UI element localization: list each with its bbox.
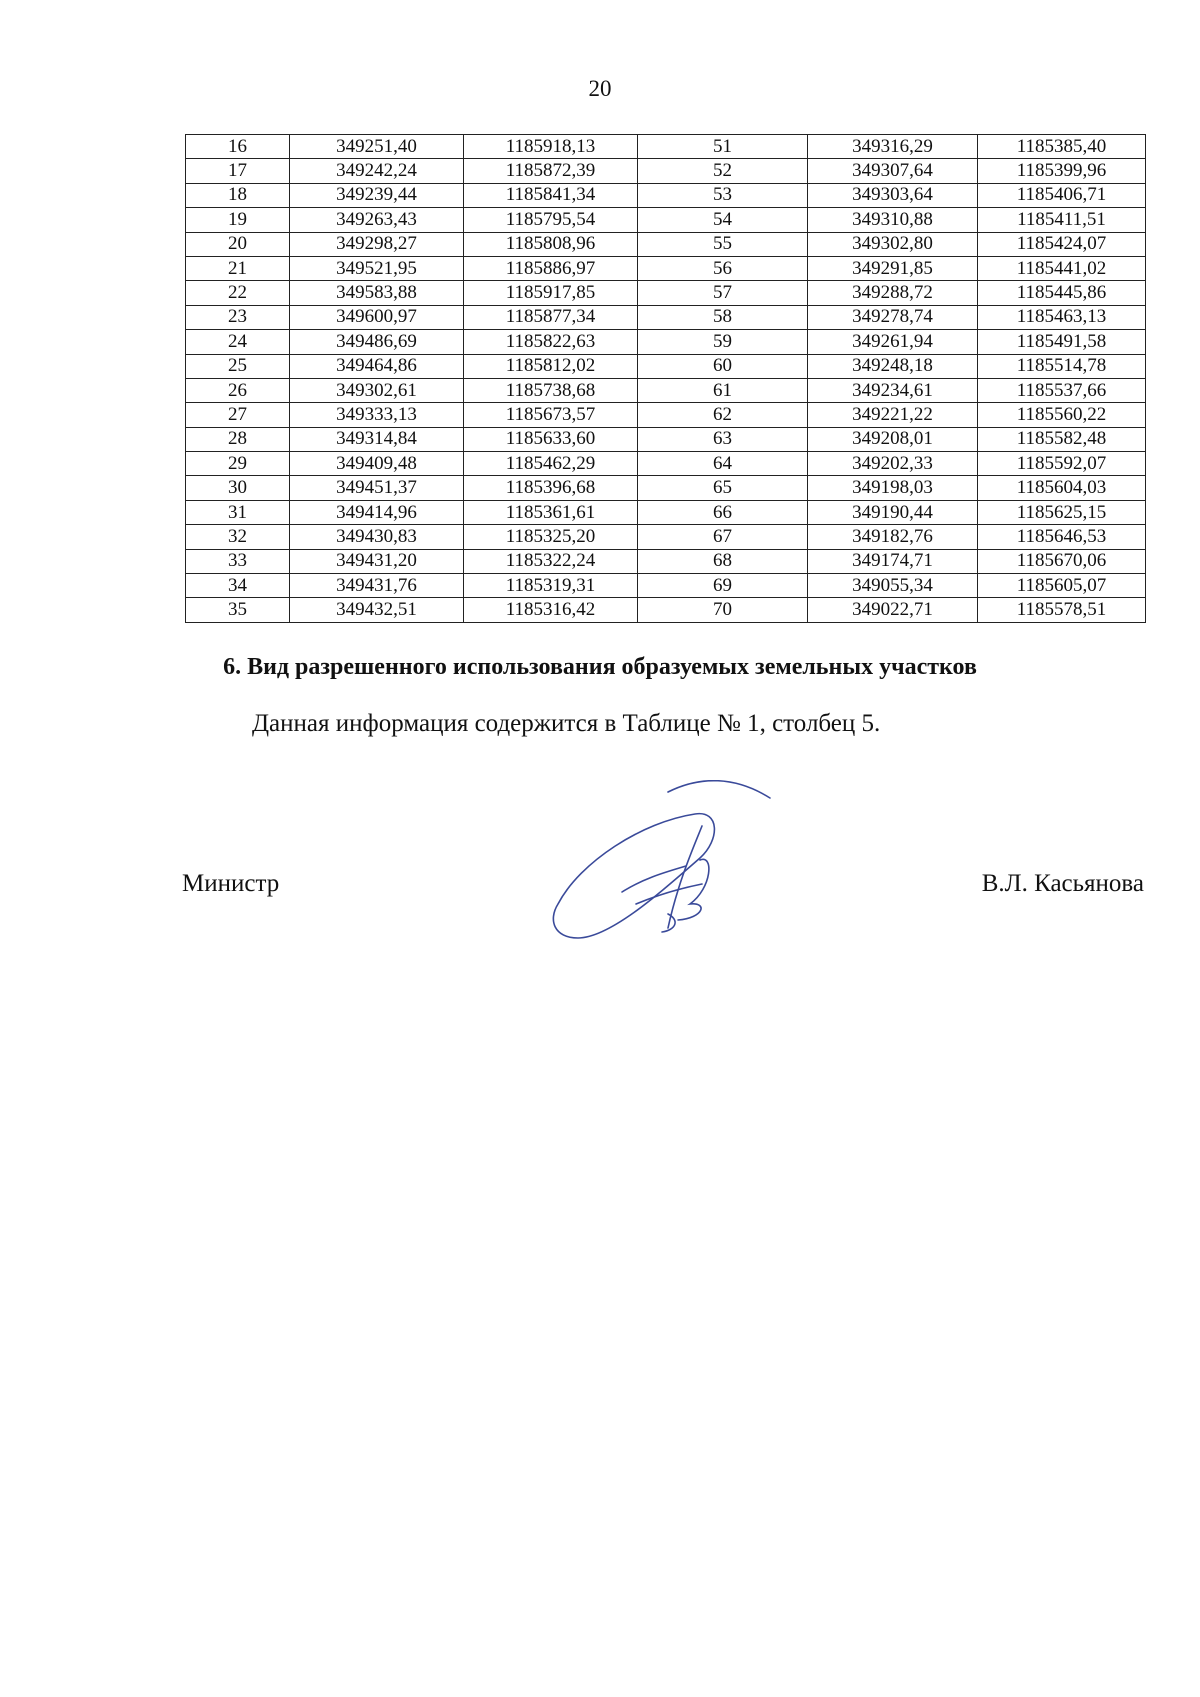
table-cell: 1185462,29 bbox=[464, 452, 638, 476]
table-row bbox=[186, 354, 1146, 378]
table-cell: 1185822,63 bbox=[464, 330, 638, 354]
table-cell: 349521,95 bbox=[290, 256, 464, 280]
table-cell: 1185560,22 bbox=[978, 403, 1146, 427]
table-cell: 20 bbox=[186, 232, 290, 256]
table-cell: 349302,80 bbox=[808, 232, 978, 256]
signature-icon bbox=[550, 780, 780, 960]
table-cell: 19 bbox=[186, 208, 290, 232]
table-cell: 1185399,96 bbox=[978, 159, 1146, 183]
table-cell: 1185812,02 bbox=[464, 354, 638, 378]
table-cell: 70 bbox=[638, 598, 808, 622]
table-cell: 1185738,68 bbox=[464, 378, 638, 402]
table-cell: 52 bbox=[638, 159, 808, 183]
table-cell: 1185673,57 bbox=[464, 403, 638, 427]
table-row bbox=[186, 256, 1146, 280]
table-row bbox=[186, 281, 1146, 305]
table-row bbox=[186, 330, 1146, 354]
table-cell: 21 bbox=[186, 256, 290, 280]
table-cell: 349198,03 bbox=[808, 476, 978, 500]
table-cell: 1185872,39 bbox=[464, 159, 638, 183]
table-cell: 58 bbox=[638, 305, 808, 329]
table-cell: 53 bbox=[638, 183, 808, 207]
table-cell: 349263,43 bbox=[290, 208, 464, 232]
table-row bbox=[186, 549, 1146, 573]
table-cell: 349208,01 bbox=[808, 427, 978, 451]
table-cell: 1185670,06 bbox=[978, 549, 1146, 573]
table-cell: 60 bbox=[638, 354, 808, 378]
table-cell: 22 bbox=[186, 281, 290, 305]
table-cell: 1185424,07 bbox=[978, 232, 1146, 256]
table-cell: 349022,71 bbox=[808, 598, 978, 622]
table-cell: 1185491,58 bbox=[978, 330, 1146, 354]
table-cell: 349251,40 bbox=[290, 135, 464, 159]
signatory-name: В.Л. Касьянова bbox=[981, 870, 1144, 897]
table-cell: 30 bbox=[186, 476, 290, 500]
table-cell: 33 bbox=[186, 549, 290, 573]
table-cell: 349302,61 bbox=[290, 378, 464, 402]
table-cell: 1185445,86 bbox=[978, 281, 1146, 305]
table-cell: 349242,24 bbox=[290, 159, 464, 183]
table-row bbox=[186, 378, 1146, 402]
table-row bbox=[186, 452, 1146, 476]
table-cell: 27 bbox=[186, 403, 290, 427]
table-cell: 349278,74 bbox=[808, 305, 978, 329]
table-cell: 349055,34 bbox=[808, 574, 978, 598]
table-cell: 1185877,34 bbox=[464, 305, 638, 329]
table-cell: 1185406,71 bbox=[978, 183, 1146, 207]
table-cell: 51 bbox=[638, 135, 808, 159]
table-cell: 1185917,85 bbox=[464, 281, 638, 305]
table-row bbox=[186, 500, 1146, 524]
table-cell: 25 bbox=[186, 354, 290, 378]
table-row bbox=[186, 183, 1146, 207]
table-cell: 1185316,42 bbox=[464, 598, 638, 622]
table-row bbox=[186, 159, 1146, 183]
table-cell: 349307,64 bbox=[808, 159, 978, 183]
table-row bbox=[186, 232, 1146, 256]
table-cell: 1185578,51 bbox=[978, 598, 1146, 622]
table-cell: 349202,33 bbox=[808, 452, 978, 476]
table-row bbox=[186, 208, 1146, 232]
table-cell: 1185325,20 bbox=[464, 525, 638, 549]
table-cell: 28 bbox=[186, 427, 290, 451]
table-cell: 349316,29 bbox=[808, 135, 978, 159]
table-cell: 34 bbox=[186, 574, 290, 598]
table-cell: 349261,94 bbox=[808, 330, 978, 354]
table-cell: 1185411,51 bbox=[978, 208, 1146, 232]
table-row bbox=[186, 525, 1146, 549]
table-cell: 1185514,78 bbox=[978, 354, 1146, 378]
table-cell: 16 bbox=[186, 135, 290, 159]
table-cell: 35 bbox=[186, 598, 290, 622]
table-cell: 1185322,24 bbox=[464, 549, 638, 573]
table-cell: 1185385,40 bbox=[978, 135, 1146, 159]
table-cell: 349486,69 bbox=[290, 330, 464, 354]
table-cell: 59 bbox=[638, 330, 808, 354]
table-cell: 1185396,68 bbox=[464, 476, 638, 500]
table-cell: 68 bbox=[638, 549, 808, 573]
table-cell: 54 bbox=[638, 208, 808, 232]
table-cell: 61 bbox=[638, 378, 808, 402]
table-cell: 349190,44 bbox=[808, 500, 978, 524]
table-cell: 349291,85 bbox=[808, 256, 978, 280]
table-cell: 349409,48 bbox=[290, 452, 464, 476]
table-cell: 349303,64 bbox=[808, 183, 978, 207]
table-cell: 349248,18 bbox=[808, 354, 978, 378]
table-cell: 349298,27 bbox=[290, 232, 464, 256]
table-cell: 1185319,31 bbox=[464, 574, 638, 598]
table-cell: 65 bbox=[638, 476, 808, 500]
table-row bbox=[186, 574, 1146, 598]
table-cell: 1185841,34 bbox=[464, 183, 638, 207]
table-cell: 17 bbox=[186, 159, 290, 183]
table-row bbox=[186, 403, 1146, 427]
table-cell: 349451,37 bbox=[290, 476, 464, 500]
table-cell: 349333,13 bbox=[290, 403, 464, 427]
table-cell: 1185582,48 bbox=[978, 427, 1146, 451]
table-cell: 1185604,03 bbox=[978, 476, 1146, 500]
table-cell: 349414,96 bbox=[290, 500, 464, 524]
table-cell: 349430,83 bbox=[290, 525, 464, 549]
table-cell: 349234,61 bbox=[808, 378, 978, 402]
coordinates-table-body bbox=[186, 135, 1146, 623]
table-cell: 18 bbox=[186, 183, 290, 207]
table-cell: 349464,86 bbox=[290, 354, 464, 378]
table-cell: 1185592,07 bbox=[978, 452, 1146, 476]
page-number: 20 bbox=[588, 76, 612, 101]
table-cell: 62 bbox=[638, 403, 808, 427]
table-row bbox=[186, 598, 1146, 622]
table-cell: 23 bbox=[186, 305, 290, 329]
table-cell: 55 bbox=[638, 232, 808, 256]
table-cell: 349583,88 bbox=[290, 281, 464, 305]
table-cell: 69 bbox=[638, 574, 808, 598]
table-cell: 349431,76 bbox=[290, 574, 464, 598]
table-cell: 1185918,13 bbox=[464, 135, 638, 159]
section-text: Данная информация содержится в Таблице № 1, столбец 5. bbox=[252, 710, 881, 737]
table-cell: 1185625,15 bbox=[978, 500, 1146, 524]
table-cell: 349239,44 bbox=[290, 183, 464, 207]
table-cell: 349432,51 bbox=[290, 598, 464, 622]
table-cell: 349310,88 bbox=[808, 208, 978, 232]
table-row bbox=[186, 305, 1146, 329]
table-cell: 32 bbox=[186, 525, 290, 549]
table-cell: 67 bbox=[638, 525, 808, 549]
table-cell: 349600,97 bbox=[290, 305, 464, 329]
table-row bbox=[186, 427, 1146, 451]
table-cell: 63 bbox=[638, 427, 808, 451]
table-cell: 349221,22 bbox=[808, 403, 978, 427]
table-cell: 1185633,60 bbox=[464, 427, 638, 451]
table-cell: 29 bbox=[186, 452, 290, 476]
table-cell: 1185605,07 bbox=[978, 574, 1146, 598]
table-cell: 1185886,97 bbox=[464, 256, 638, 280]
table-cell: 66 bbox=[638, 500, 808, 524]
table-cell: 1185441,02 bbox=[978, 256, 1146, 280]
table-cell: 31 bbox=[186, 500, 290, 524]
signatory-role: Министр bbox=[182, 870, 280, 897]
table-cell: 1185537,66 bbox=[978, 378, 1146, 402]
table-row bbox=[186, 476, 1146, 500]
table-cell: 24 bbox=[186, 330, 290, 354]
coordinates-table bbox=[185, 134, 1146, 623]
table-cell: 1185463,13 bbox=[978, 305, 1146, 329]
section-heading: 6. Вид разрешенного использования образуемых земельных участков bbox=[223, 654, 977, 680]
table-cell: 1185646,53 bbox=[978, 525, 1146, 549]
table-cell: 349431,20 bbox=[290, 549, 464, 573]
table-cell: 349182,76 bbox=[808, 525, 978, 549]
table-cell: 56 bbox=[638, 256, 808, 280]
table-cell: 1185808,96 bbox=[464, 232, 638, 256]
table-cell: 349174,71 bbox=[808, 549, 978, 573]
table-cell: 57 bbox=[638, 281, 808, 305]
table-cell: 64 bbox=[638, 452, 808, 476]
table-cell: 349314,84 bbox=[290, 427, 464, 451]
table-cell: 349288,72 bbox=[808, 281, 978, 305]
table-cell: 1185361,61 bbox=[464, 500, 638, 524]
table-cell: 26 bbox=[186, 378, 290, 402]
table-cell: 1185795,54 bbox=[464, 208, 638, 232]
table-row bbox=[186, 135, 1146, 159]
